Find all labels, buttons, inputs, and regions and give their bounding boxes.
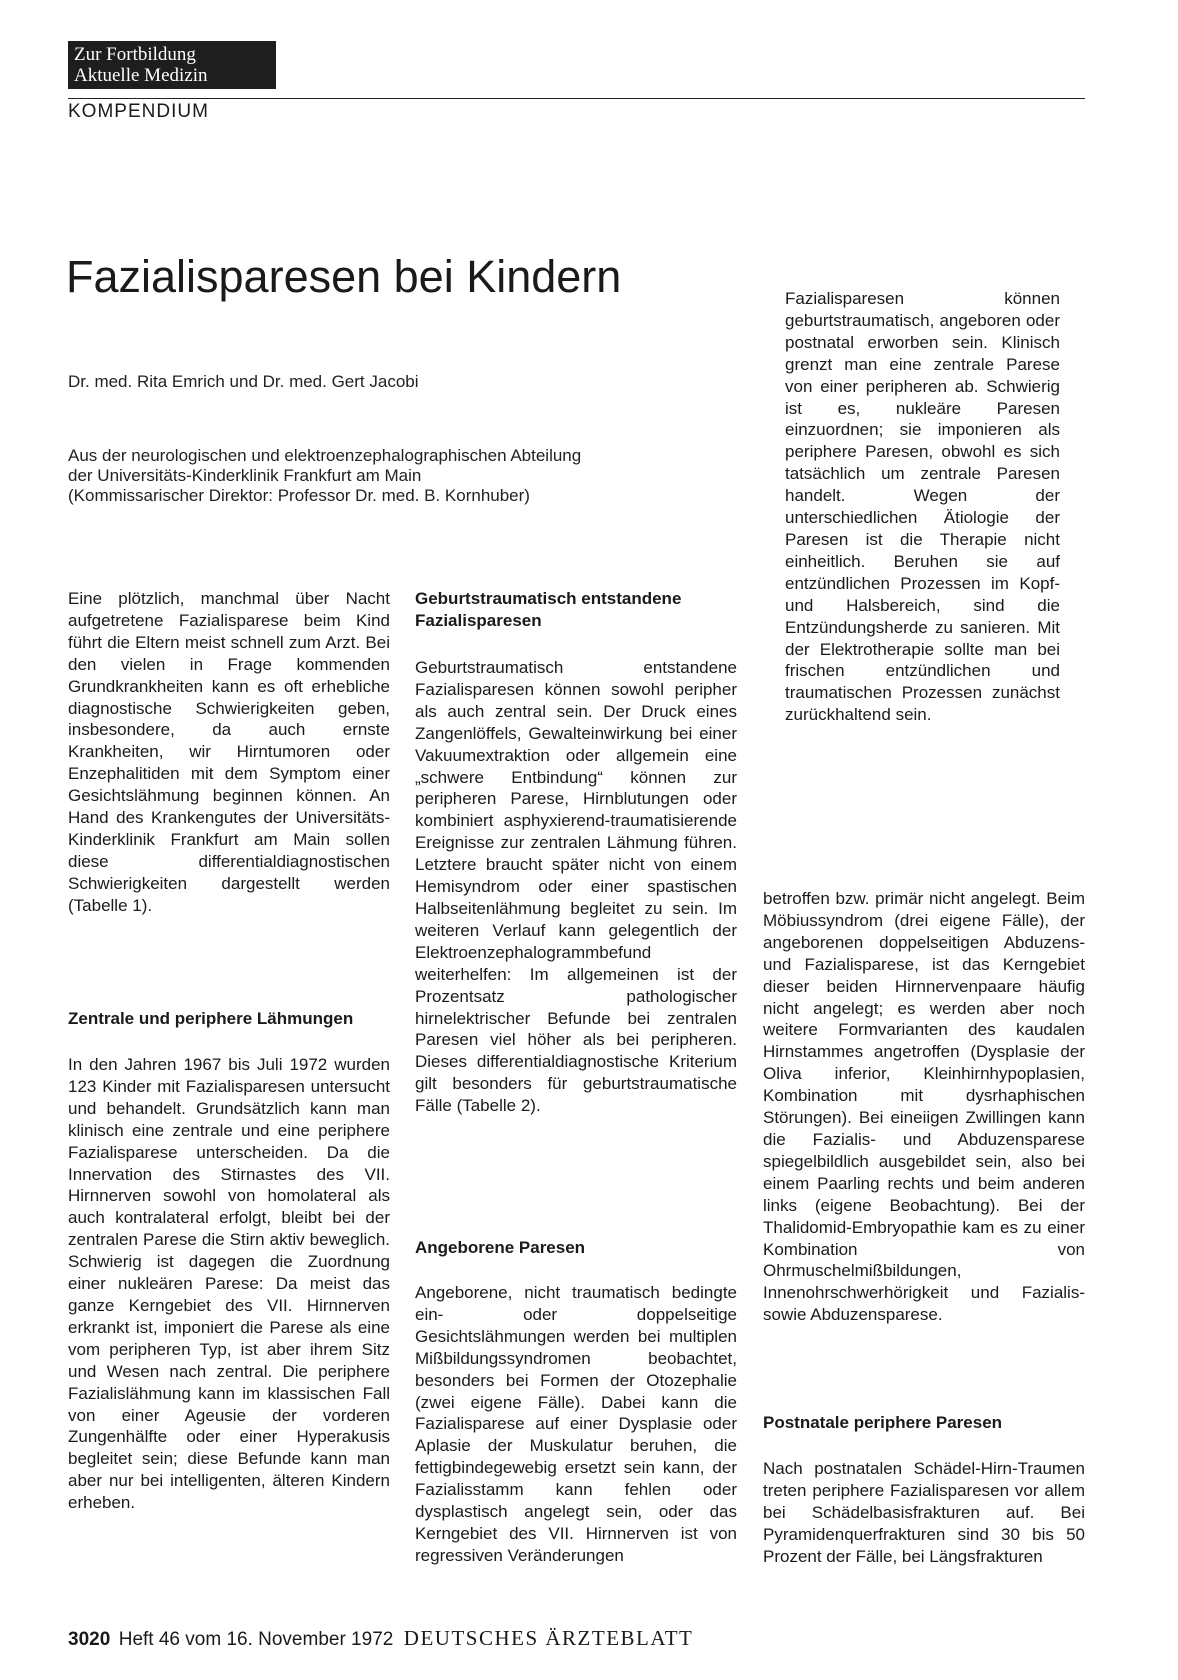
section-body-continuation: betroffen bzw. primär nicht angelegt. Beim Möbiussyndrom (drei eigene Fälle), der angeborenen doppelseitigen Abduzens- und Fazialisparese, ist das Kerngebiet dieser beiden Hirnnervenpaare häufig nicht angelegt; es werden aber noch weitere Formvarianten des kaudalen Hirnstammes angetroffen (Dysplasie der Oliva inferior, Kleinhirnhypoplasien, Kombination mit dysrhaphischen Störungen). Bei eineiigen Zwillingen kann die Fazialis- und Abduzensparese spiegelbildlich ausgebildet sein, also bei einem Paarling rechts und beim anderen links (eigene Beobachtung). Bei der Thalidomid-Embryopathie kam es zu einer Kombination von Ohrmuschelmißbildungen, Innenohrschwerhörigkeit und Fazialis- sowie Abduzensparese. — [763, 889, 1085, 1325]
affiliation-line: Aus der neurologischen und elektroenzephalographischen Abteilung — [68, 446, 582, 465]
category-label: KOMPENDIUM — [68, 101, 209, 122]
page-footer — [68, 1626, 693, 1651]
section-label-line2: Aktuelle Medizin — [74, 65, 208, 86]
section-body: In den Jahren 1967 bis Juli 1972 wurden 123 Kinder mit Fazialisparesen untersucht und behandelt. Grundsätzlich kann man klinisch eine zentrale und eine periphere Fazialisparese unterscheiden. Da die Innervation des Stirnastes des VII. Hirnnerven sowohl von homolateral als auch kontralateral erfolgt, bleibt bei der zentralen Parese die Stirn aktiv beweglich. Schwierig ist dagegen die Zuordnung einer nukleären Parese: Da meist das ganze Kerngebiet des VII. Hirnnerven erkrankt ist, imponiert die Parese als eine vom peripheren Typ, ist aber ihrem Sitz und Wesen nach zentral. Die periphere Fazialislähmung kann im klassischen Fall von einer Ageusie der vorderen Zungenhälfte oder einer Hyperakusis begleitet sein; diese Befunde kann man aber nur bei intelligenten, älteren Kindern erheben. — [68, 1055, 390, 1513]
section-heading-block — [415, 588, 715, 632]
journal-name: DEUTSCHES ÄRZTEBLATT — [403, 1626, 694, 1650]
section-body: Geburtstraumatisch entstandene Fazialisparesen können sowohl peripher als auch zentral sein. Der Druck eines Zangenlöffels, Gewalteinwirkung bei einer Vakuumextraktion oder allgemein eine „schwere Entbindung“ können zur peripheren Parese, Hirnblutungen oder kombiniert asphyxierend-traumatisierende Ereignisse zur zentralen Lähmung führen. Letztere braucht später nicht von einem Hemisyndrom oder einer spastischen Halbseitenlähmung begleitet zu sein. Im weiteren Verlauf kann gelegentlich der Elektroenzephalogrammbefund weiterhelfen: Im allgemeinen ist der Prozentsatz pathologischer hirnelektrischer Befunde bei zentralen Paresen viel höher als bei peripheren. Dieses differentialdiagnostische Kriterium gilt besonders für geburtstraumatische Fälle (Tabelle 2). — [415, 658, 737, 1116]
section-label — [68, 41, 276, 89]
top-rule — [68, 98, 1085, 99]
section-body-block — [763, 888, 1085, 1326]
affiliation-line: (Kommissarischer Direktor: Professor Dr. med. B. Kornhuber) — [68, 486, 530, 505]
section-heading: Geburtstraumatisch entstandene Fazialisparesen — [415, 589, 682, 630]
affiliation — [68, 446, 718, 506]
section-body-block — [763, 1458, 1085, 1568]
section-heading: Zentrale und periphere Lähmungen — [68, 1009, 354, 1028]
page-number: 3020 — [68, 1629, 111, 1650]
intro-paragraph: Eine plötzlich, manchmal über Nacht aufgetretene Fazialisparese beim Kind führt die Eltern meist schnell zum Arzt. Bei den vielen in Frage kommenden Grundkrankheiten kann es oft erhebliche diagnostische Schwierigkeiten geben, insbesondere, da auch ernste Krankheiten, wir Hirntumoren oder Enzephalitiden mit dem Symptom einer Gesichtslähmung beginnen können. An Hand des Krankengutes der Universitäts-Kinderklinik Frankfurt am Main sollen diese differentialdiagnostischen Schwierigkeiten dargestellt werden (Tabelle 1). — [68, 589, 390, 915]
affiliation-line: der Universitäts-Kinderklinik Frankfurt am Main — [68, 466, 422, 485]
intro-paragraph-block — [68, 588, 390, 917]
section-body-block — [68, 1054, 390, 1514]
section-label-line1: Zur Fortbildung — [74, 44, 196, 65]
section-body: Angeborene, nicht traumatisch bedingte ein- oder doppelseitige Gesichtslähmungen werden bei multiplen Mißbildungssyndromen beobachtet, besonders bei Formen der Otozephalie (zwei eigene Fälle). Dabei kann die Fazialisparese auf einer Dysplasie oder Aplasie der Muskulatur beruhen, die fettigbindegewebig ersetzt sein kann, der Fazialisstamm kann fehlen oder dysplastisch angelegt sein, oder das Kerngebiet des VII. Hirnnerven ist von regressiven Veränderungen — [415, 1283, 737, 1565]
issue-info: Heft 46 vom 16. November 1972 — [118, 1629, 394, 1650]
section-heading-block — [763, 1412, 1085, 1434]
section-heading-block — [415, 1237, 737, 1259]
section-body-block — [415, 1282, 737, 1567]
section-heading: Angeborene Paresen — [415, 1238, 586, 1257]
authors: Dr. med. Rita Emrich und Dr. med. Gert Jacobi — [68, 372, 419, 391]
section-heading: Postnatale periphere Paresen — [763, 1413, 1003, 1432]
section-heading-block — [68, 1008, 390, 1030]
section-body: Nach postnatalen Schädel-Hirn-Traumen treten periphere Fazialisparesen vor allem bei Schädelbasisfrakturen auf. Bei Pyramidenquerfrakturen sind 30 bis 50 Prozent der Fälle, bei Längsfrakturen — [763, 1459, 1085, 1566]
section-body-block — [415, 657, 737, 1117]
summary-block — [785, 288, 1060, 726]
article-title: Fazialisparesen bei Kindern — [66, 251, 622, 302]
summary-text: Fazialisparesen können geburtstraumatisch, angeboren oder postnatal erworben sein. Klinisch grenzt man eine zentrale Parese von einer peripheren ab. Schwierig ist es, nukleäre Paresen einzuordnen; sie imponieren als periphere Paresen, obwohl es sich tatsächlich um zentrale Paresen handelt. Wegen der unterschiedlichen Ätiologie der Paresen ist die Therapie nicht einheitlich. Beruhen sie auf entzündlichen Prozessen im Kopf- und Halsbereich, sind die Entzündungsherde zu sanieren. Mit der Elektrotherapie sollte man bei frischen entzündlichen und traumatischen Prozessen zunächst zurückhaltend sein. — [785, 289, 1060, 725]
